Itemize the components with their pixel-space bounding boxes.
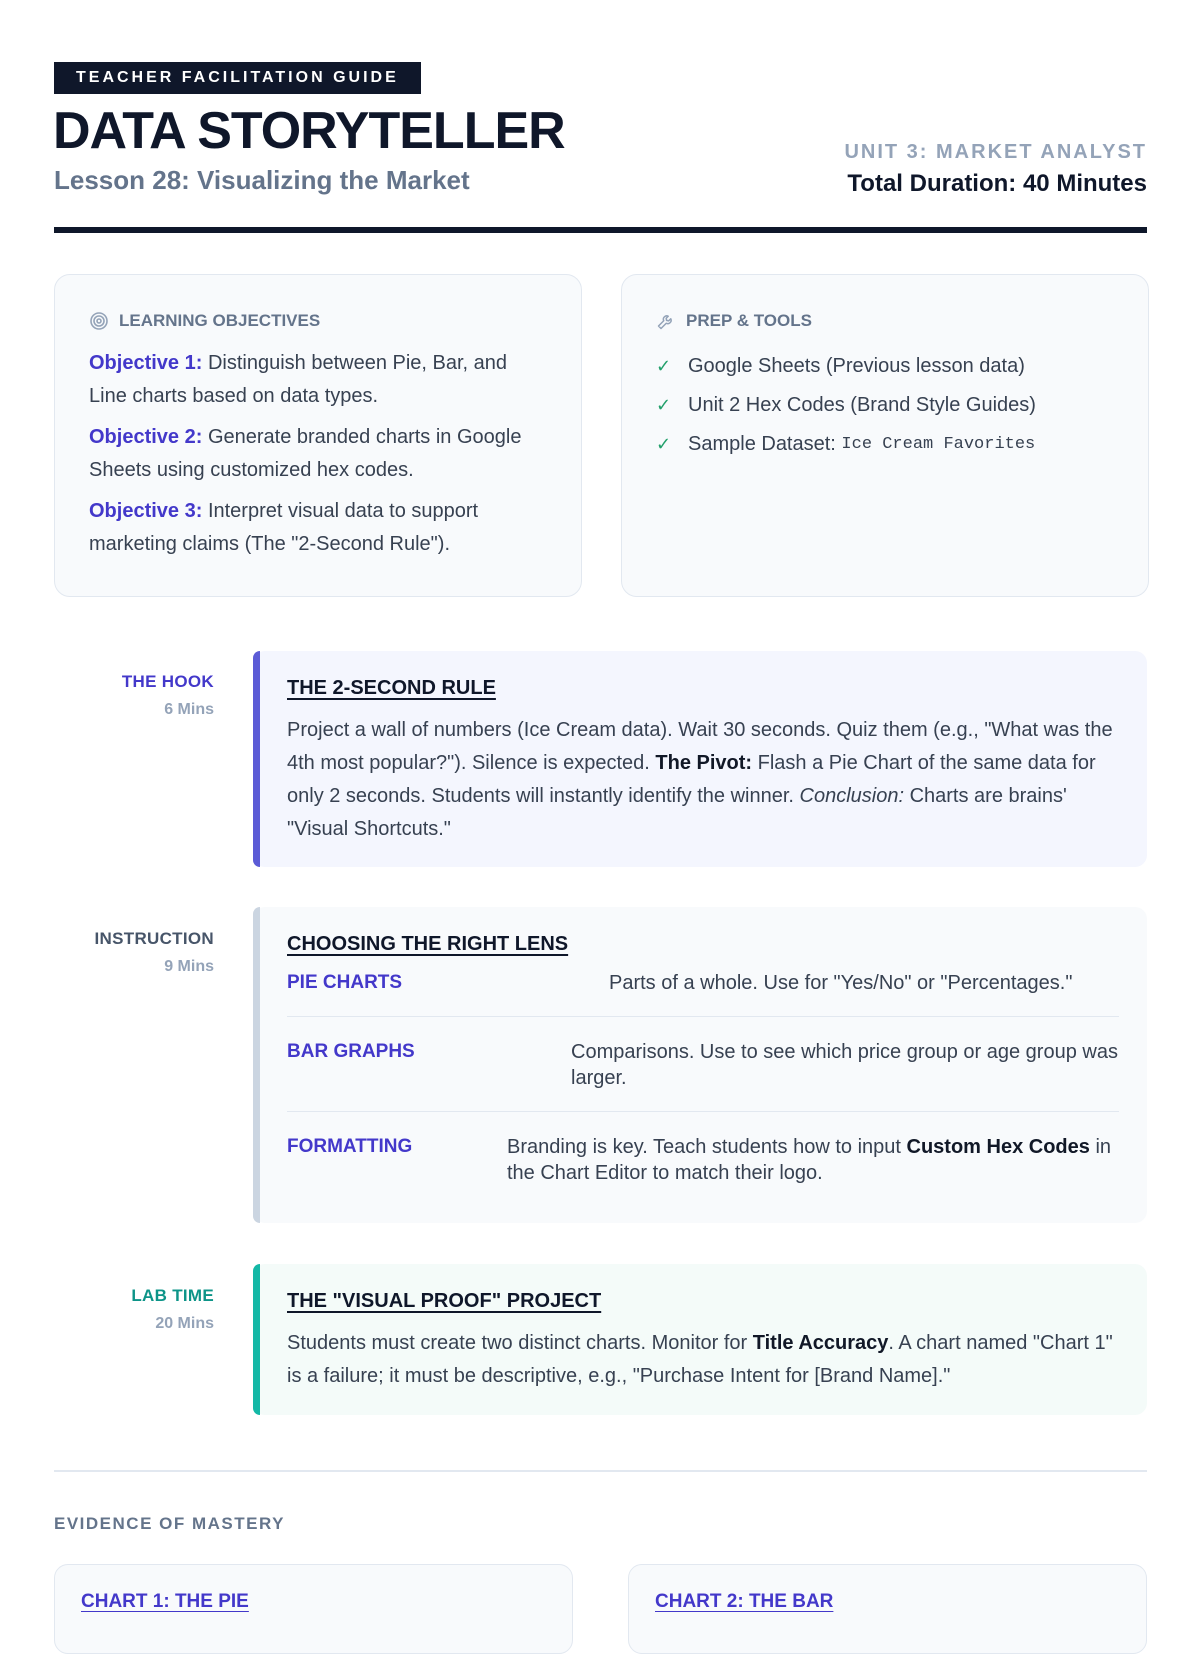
hook-segment-label xyxy=(54,672,214,719)
check-icon: ✓ xyxy=(656,395,672,415)
lesson-subtitle: Lesson 28: Visualizing the Market xyxy=(54,165,470,195)
unit-label: UNIT 3: MARKET ANALYST xyxy=(844,141,1147,163)
segment-name: THE HOOK xyxy=(121,672,214,691)
segment-body: Project a wall of numbers (Ice Cream data). Wait 30 seconds. Quiz them (e.g., "What was the 4th most popular?"). Silence is expected. The Pivot: Flash a Pie Chart of the same data for only 2 seconds. Students will instantly identify the winner. Conclusion: Charts are brains' "Visual Shortcuts." xyxy=(287,719,1113,840)
target-icon xyxy=(89,311,109,331)
segment-name: LAB TIME xyxy=(131,1286,214,1305)
lens-term: BAR GRAPHS xyxy=(287,1041,415,1062)
total-duration: Total Duration: 40 Minutes xyxy=(847,170,1147,197)
tool-item: ✓ Google Sheets (Previous lesson data) xyxy=(656,347,1114,386)
hook-segment xyxy=(253,651,1147,867)
lens-desc: Comparisons. Use to see which price group or age group was larger. xyxy=(571,1041,1118,1089)
segment-time: 6 Mins xyxy=(164,701,214,718)
objective-item: Objective 1: Distinguish between Pie, Bar, and Line charts based on data types. xyxy=(89,352,508,407)
lens-term: PIE CHARTS xyxy=(287,972,403,993)
objective-item: Objective 2: Generate branded charts in Google Sheets using customized hex codes. xyxy=(89,426,522,481)
evidence-card-title: CHART 2: THE BAR xyxy=(655,1591,834,1612)
guide-kicker: TEACHER FACILITATION GUIDE xyxy=(54,62,421,94)
segment-time: 20 Mins xyxy=(155,1315,214,1332)
evidence-card-title: CHART 1: THE PIE xyxy=(81,1591,249,1612)
header-divider xyxy=(54,227,1147,233)
lens-term: FORMATTING xyxy=(287,1136,413,1157)
lens-desc: Parts of a whole. Use for "Yes/No" or "Percentages." xyxy=(609,972,1073,994)
tool-item: ✓ Sample Dataset: Ice Cream Favorites xyxy=(656,425,1114,464)
check-icon: ✓ xyxy=(656,434,672,454)
segment-time: 9 Mins xyxy=(164,958,214,975)
segment-title: THE 2-SECOND RULE xyxy=(287,677,496,699)
instruction-segment-label xyxy=(54,929,214,976)
lens-desc: Branding is key. Teach students how to input Custom Hex Codes in the Chart Editor to match their logo. xyxy=(507,1136,1112,1184)
instruction-segment xyxy=(253,907,1147,1223)
wrench-icon xyxy=(656,311,676,331)
evidence-heading: EVIDENCE OF MASTERY xyxy=(54,1514,285,1533)
objective-item: Objective 3: Interpret visual data to support marketing claims (The "2-Second Rule"). xyxy=(89,500,479,555)
prep-header xyxy=(656,311,1114,331)
lab-segment xyxy=(253,1264,1147,1415)
prep-tools-card xyxy=(621,274,1149,597)
lens-row xyxy=(287,1111,1119,1206)
segment-body: Students must create two distinct charts. Monitor for Title Accuracy. A chart named "Chart 1" is a failure; it must be descriptive, e.g., "Purchase Intent for [Brand Name]." xyxy=(287,1332,1113,1387)
learning-objectives-card xyxy=(54,274,582,597)
evidence-card xyxy=(54,1564,573,1654)
objectives-heading: LEARNING OBJECTIVES xyxy=(119,311,321,330)
prep-heading: PREP & TOOLS xyxy=(686,311,812,330)
segment-name: INSTRUCTION xyxy=(94,929,214,948)
page-title: DATA STORYTELLER xyxy=(53,102,565,160)
lens-row xyxy=(287,1016,1119,1111)
tool-item: ✓ Unit 2 Hex Codes (Brand Style Guides) xyxy=(656,386,1114,425)
evidence-card xyxy=(628,1564,1147,1654)
lens-row xyxy=(287,970,1119,1016)
objectives-header xyxy=(89,311,547,331)
check-icon: ✓ xyxy=(656,356,672,376)
segment-title: CHOOSING THE RIGHT LENS xyxy=(287,933,569,955)
section-divider xyxy=(54,1470,1147,1472)
segment-title: THE "VISUAL PROOF" PROJECT xyxy=(287,1290,602,1312)
lab-segment-label xyxy=(54,1286,214,1333)
